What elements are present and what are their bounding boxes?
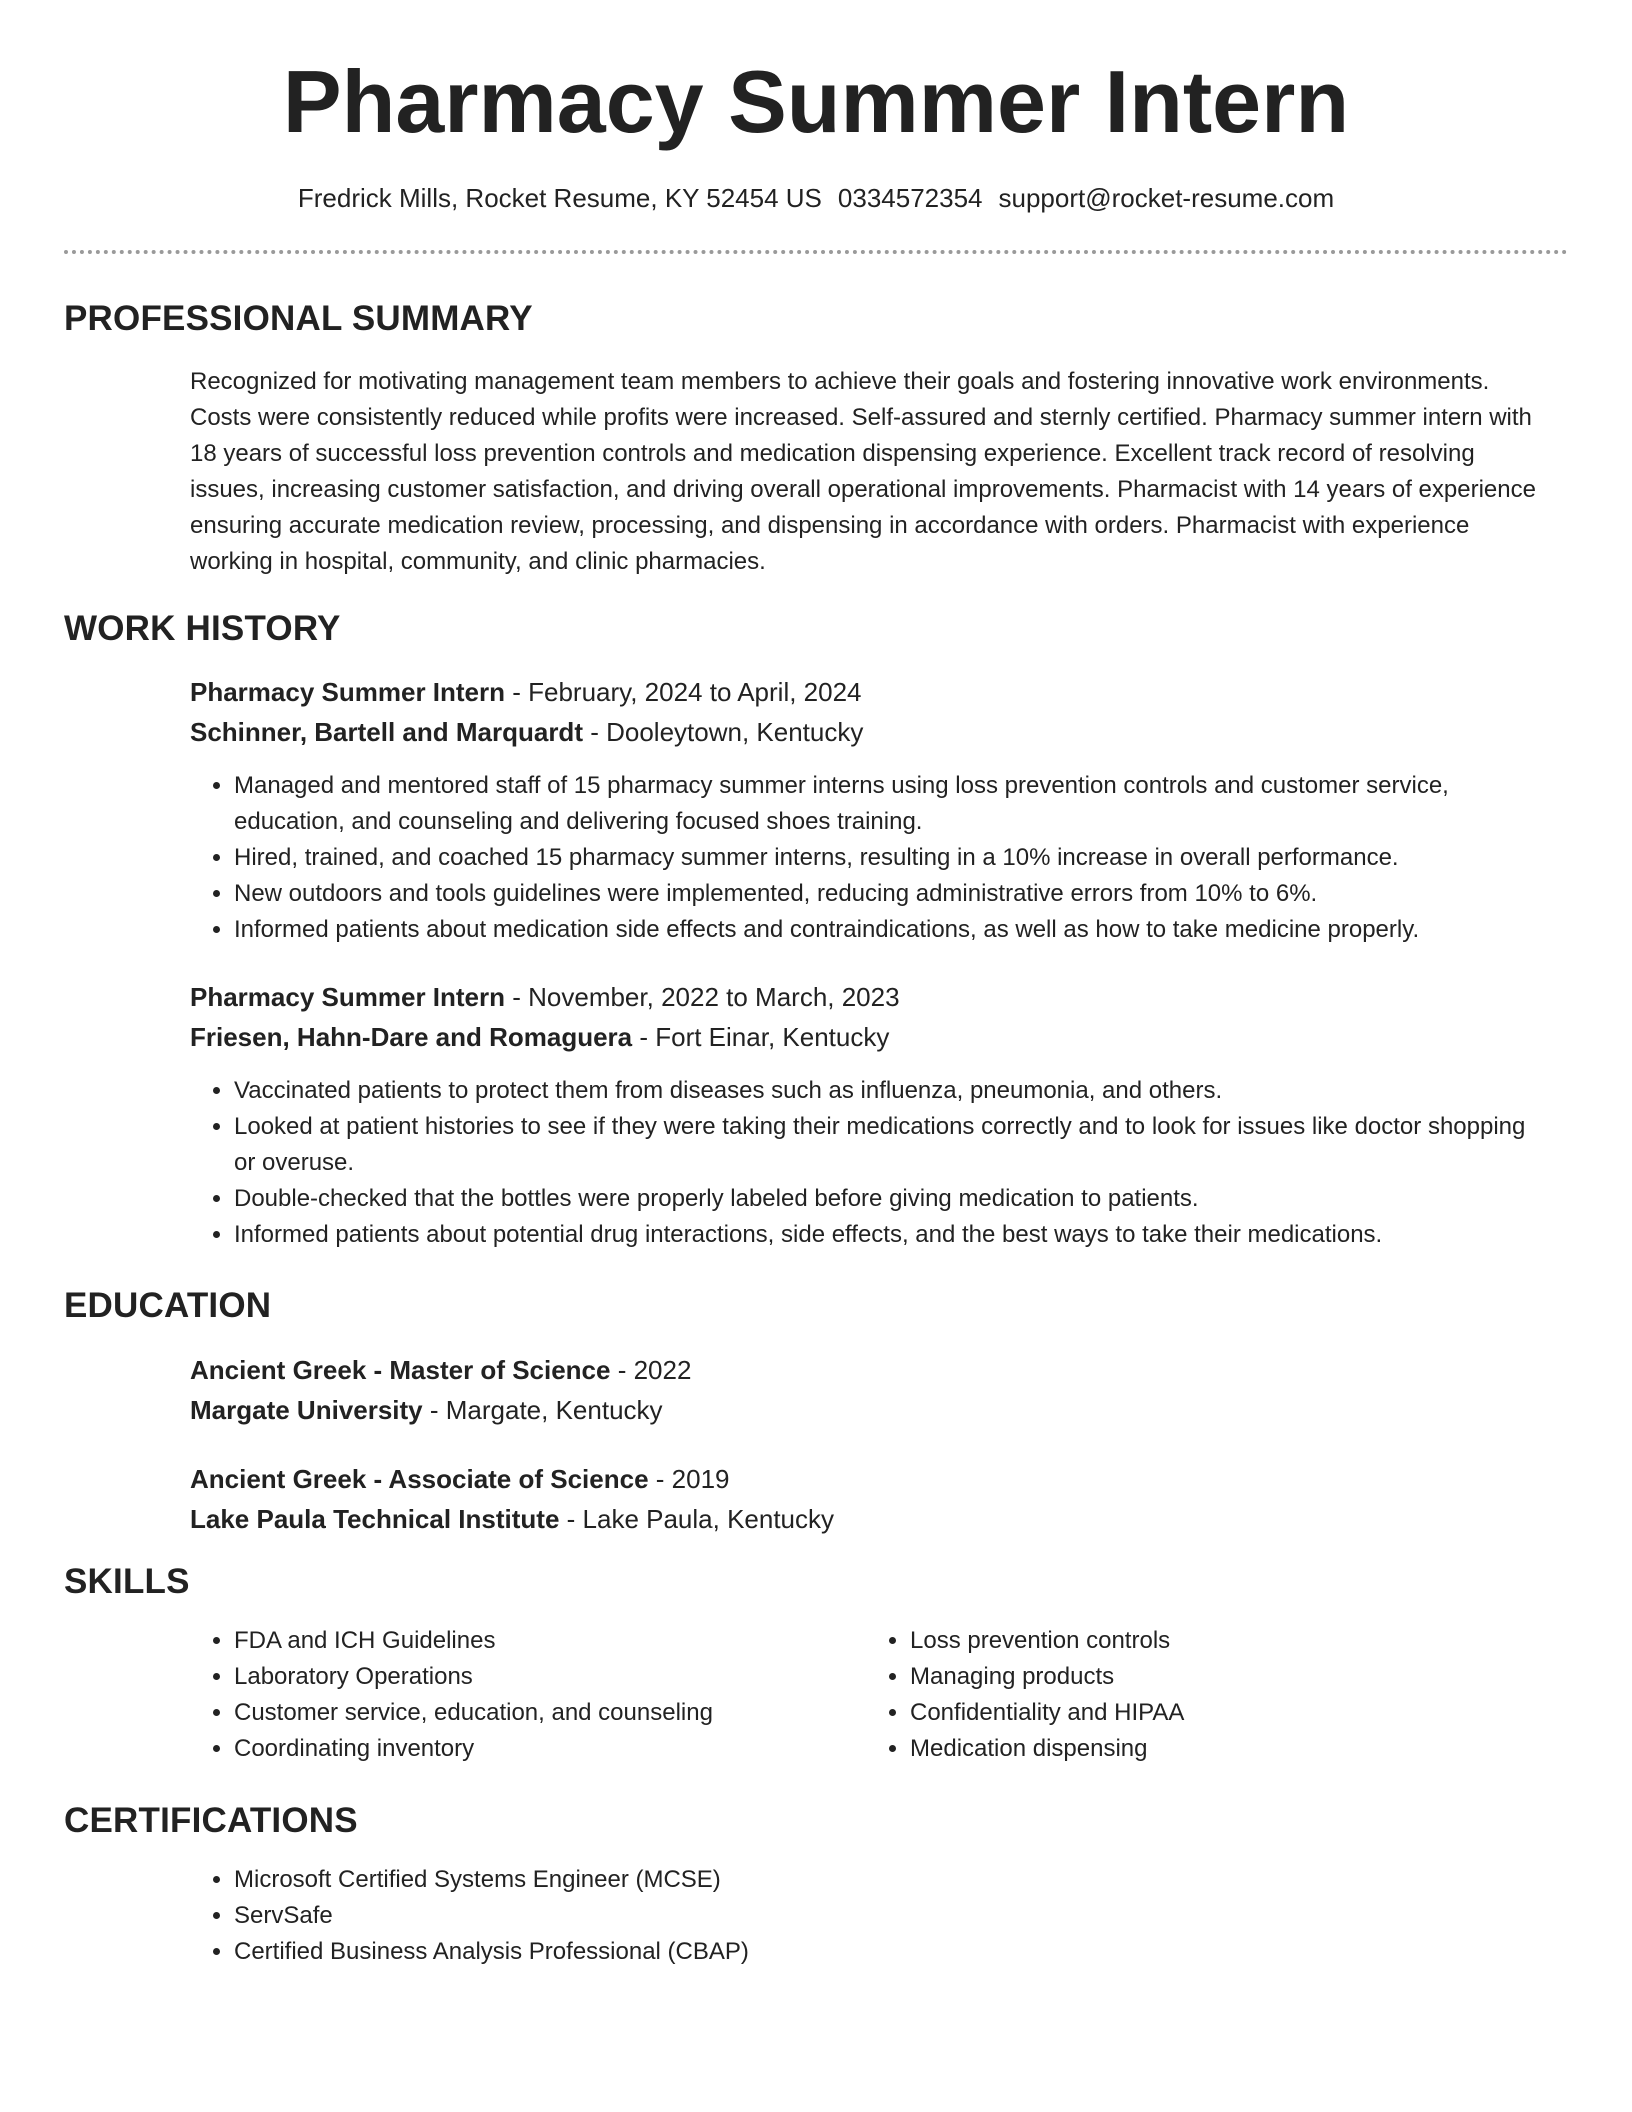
job-entry: [190, 977, 1550, 1253]
list-item: • Informed patients about medication side effects and contraindications, as well as how to take medicine properly.: [234, 912, 1550, 948]
skills-list: [190, 1623, 810, 1767]
list-item: • Looked at patient histories to see if they were taking their medications correctly and to look for issues like doctor shopping or overuse.: [234, 1109, 1550, 1181]
skills-column-right: [866, 1623, 1486, 1767]
job-bullets: [190, 768, 1550, 948]
job-dates: - February, 2024 to April, 2024: [505, 677, 862, 707]
list-item: • Coordinating inventory: [234, 1731, 810, 1767]
school-line: [190, 1390, 1550, 1430]
education-entry: [190, 1459, 1550, 1539]
list-item: • Managed and mentored staff of 15 pharmacy summer interns using loss prevention controls and customer service, education, and counseling and delivering focused shoes training.: [234, 768, 1550, 840]
list-item: • FDA and ICH Guidelines: [234, 1623, 810, 1659]
job-dates: - November, 2022 to March, 2023: [505, 982, 900, 1012]
list-item: • Double-checked that the bottles were properly labeled before giving medication to patients.: [234, 1181, 1550, 1217]
school: Lake Paula Technical Institute: [190, 1504, 560, 1534]
job-title: Pharmacy Summer Intern: [190, 677, 506, 707]
certifications-list: [190, 1862, 1550, 1970]
school-location: - Margate, Kentucky: [422, 1395, 663, 1425]
list-item: • ServSafe: [234, 1898, 1550, 1934]
school-location: - Lake Paula, Kentucky: [559, 1504, 835, 1534]
resume-title: Pharmacy Summer Intern: [282, 52, 1350, 151]
list-item: • Microsoft Certified Systems Engineer (MCSE): [234, 1862, 1550, 1898]
job-bullets: [190, 1073, 1550, 1253]
job-company-line: [190, 1017, 1550, 1057]
job-title-line: [190, 977, 1550, 1017]
certifications-section: [190, 1862, 1550, 1970]
contact-address: Fredrick Mills, Rocket Resume, KY 52454 US: [297, 183, 822, 213]
job-entry: [190, 672, 1550, 948]
list-item: • Customer service, education, and counseling: [234, 1695, 810, 1731]
degree-year: - 2019: [648, 1464, 730, 1494]
header-divider: [64, 250, 1568, 254]
list-item: • Loss prevention controls: [910, 1623, 1486, 1659]
education-heading: EDUCATION: [64, 1286, 272, 1325]
summary-section: [190, 364, 1550, 580]
job-company: Schinner, Bartell and Marquardt: [190, 717, 583, 747]
skills-heading: SKILLS: [64, 1562, 190, 1601]
list-item: • Hired, trained, and coached 15 pharmacy summer interns, resulting in a 10% increase in overall performance.: [234, 840, 1550, 876]
degree-line: [190, 1459, 1550, 1499]
list-item: • Medication dispensing: [910, 1731, 1486, 1767]
list-item: • Informed patients about potential drug interactions, side effects, and the best ways to take their medications.: [234, 1217, 1550, 1253]
job-location: - Dooleytown, Kentucky: [582, 717, 864, 747]
list-item: • New outdoors and tools guidelines were implemented, reducing administrative errors from 10% to 6%.: [234, 876, 1550, 912]
education-entry: [190, 1350, 1550, 1430]
list-item: • Laboratory Operations: [234, 1659, 810, 1695]
list-item: • Certified Business Analysis Professional (CBAP): [234, 1934, 1550, 1970]
work-history-heading: WORK HISTORY: [64, 609, 341, 648]
list-item: • Managing products: [910, 1659, 1486, 1695]
job-title-line: [190, 672, 1550, 712]
job-title: Pharmacy Summer Intern: [190, 982, 506, 1012]
summary-text: Recognized for motivating management team members to achieve their goals and fostering innovative work environments. Costs were consistently reduced while profits were increased. Self-assured and sternly certified. Pharmacy summer intern with 18 years of successful loss prevention controls and medication dispensing experience. Excellent track record of resolving issues, increasing customer satisfaction, and driving overall operational improvements. Pharmacist with 14 years of experience ensuring accurate medication review, processing, and dispensing in accordance with orders. Pharmacist with experience working in hospital, community, and clinic pharmacies.: [190, 368, 1536, 575]
job-location: - Fort Einar, Kentucky: [632, 1022, 890, 1052]
list-item: • Vaccinated patients to protect them from diseases such as influenza, pneumonia, and others.: [234, 1073, 1550, 1109]
certifications-heading: CERTIFICATIONS: [64, 1801, 358, 1840]
degree-line: [190, 1350, 1550, 1390]
contact-phone[interactable]: 0334572354: [837, 183, 983, 213]
skills-column-left: [190, 1623, 810, 1767]
job-company-line: [190, 712, 1550, 752]
contact-line: [0, 180, 1632, 216]
summary-heading: PROFESSIONAL SUMMARY: [64, 299, 533, 338]
school-line: [190, 1499, 1550, 1539]
degree: Ancient Greek - Master of Science: [190, 1355, 611, 1385]
degree: Ancient Greek - Associate of Science: [190, 1464, 649, 1494]
job-company: Friesen, Hahn-Dare and Romaguera: [190, 1022, 633, 1052]
skills-list: [866, 1623, 1486, 1767]
list-item: • Confidentiality and HIPAA: [910, 1695, 1486, 1731]
school: Margate University: [190, 1395, 423, 1425]
contact-email[interactable]: support@rocket-resume.com: [998, 183, 1335, 213]
degree-year: - 2022: [610, 1355, 692, 1385]
